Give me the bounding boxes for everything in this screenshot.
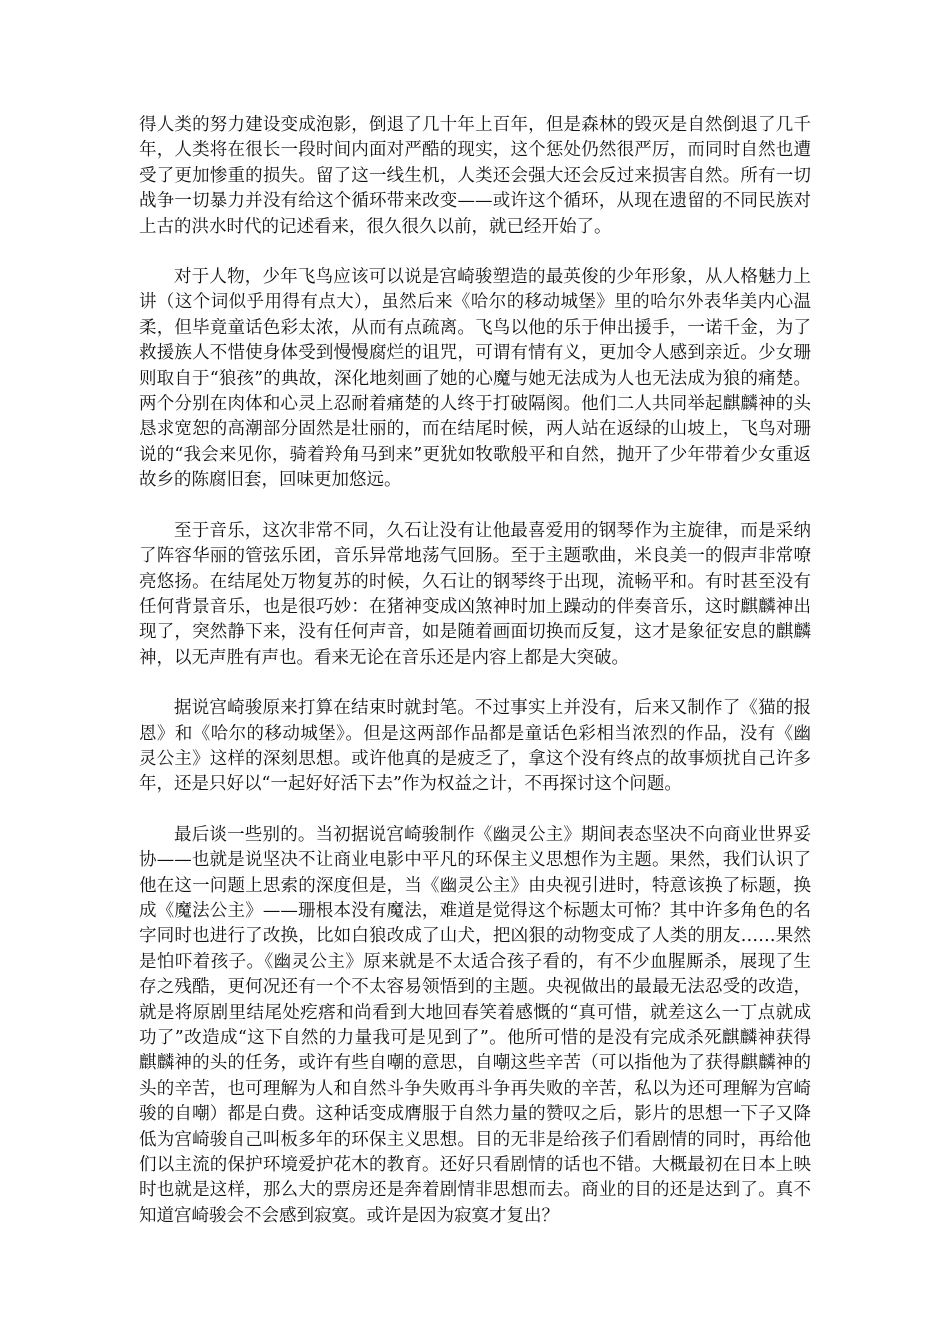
paragraph-3: 至于音乐，这次非常不同，久石让没有让他最喜爱用的钢琴作为主旋律，而是采纳了阵容华丽的管弦乐团，音乐异常地荡气回肠。至于主题歌曲，米良美一的假声非常嘹亮悠扬。在结尾处万物复苏的时候，久石让的钢琴终于出现，流畅平和。有时甚至没有任何背景音乐，也是很巧妙：在猪神变成凶煞神时加上躁动的伴奏音乐，这时麒麟神出现了，突然静下来，没有任何声音，如是随着画面切换而反复，这才是象征安息的麒麟神，以无声胜有声也。看来无论在音乐还是内容上都是大突破。 — [139, 520, 811, 668]
document-page — [139, 113, 811, 1254]
paragraph-1: 得人类的努力建设变成泡影，倒退了几十年上百年，但是森林的毁灭是自然倒退了几千年，人类将在很长一段时间内面对严酷的现实，这个惩处仍然很严厉，而同时自然也遭受了更加惨重的损失。留了这一线生机，人类还会强大还会反过来损害自然。所有一切战争一切暴力并没有给这个循环带来改变——或许这个循环，从现在遗留的不同民族对上古的洪水时代的记述看来，很久很久以前，就已经开始了。 — [139, 115, 811, 237]
paragraph-5: 最后谈一些别的。当初据说宫崎骏制作《幽灵公主》期间表态坚决不向商业世界妥协——也就是说坚决不让商业电影中平凡的环保主义思想作为主题。果然，我们认识了他在这一问题上思索的深度但是，当《幽灵公主》由央视引进时，特意该换了标题，换成《魔法公主》——珊根本没有魔法，难道是觉得这个标题太可怖？其中许多角色的名字同时也进行了改换，比如白狼改成了山犬，把凶狠的动物变成了人类的朋友……果然是怕吓着孩子。《幽灵公主》原来就是不太适合孩子看的，有不少血腥厮杀，展现了生存之残酷，更何况还有一个不太容易领悟到的主题。央视做出的最最无法忍受的改造，就是将原剧里结尾处疙瘩和尚看到大地回春笑着感慨的“真可惜，就差这么一丁点就成功了”改造成“这下自然的力量我可是见到了”。他所可惜的是没有完成杀死麒麟神获得麒麟神的头的任务，或许有些自嘲的意思，自嘲这些辛苦（可以指他为了获得麒麟神的头的辛苦，也可理解为人和自然斗争失败再斗争再失败的辛苦，私以为还可理解为宫崎骏的自嘲）都是白费。这种话变成膺服于自然力量的赞叹之后，影片的思想一下子又降低为宫崎骏自己叫板多年的环保主义思想。目的无非是给孩子们看剧情的同时，再给他们以主流的保护环境爱护花木的教育。还好只看剧情的话也不错。大概最初在日本上映时也就是这样，那么大的票房还是奔着剧情非思想而去。商业的目的还是达到了。真不知道宫崎骏会不会感到寂寞。或许是因为寂寞才复出？ — [139, 824, 811, 1226]
paragraph-4: 据说宫崎骏原来打算在结束时就封笔。不过事实上并没有，后来又制作了《猫的报恩》和《哈尔的移动城堡》。但是这两部作品都是童话色彩相当浓烈的作品，没有《幽灵公主》这样的深刻思想。或许他真的是疲乏了，拿这个没有终点的故事烦扰自己许多年，还是只好以“一起好好活下去”作为权益之计，不再探讨这个问题。 — [139, 698, 811, 795]
paragraph-2: 对于人物，少年飞鸟应该可以说是宫崎骏塑造的最英俊的少年形象，从人格魅力上讲（这个词似乎用得有点大），虽然后来《哈尔的移动城堡》里的哈尔外表华美内心温柔，但毕竟童话色彩太浓，从而有点疏离。飞鸟以他的乐于伸出援手，一诺千金，为了救援族人不惜使身体受到慢慢腐烂的诅咒，可谓有情有义，更加令人感到亲近。少女珊则取自于“狼孩”的典故，深化地刻画了她的心魔与她无法成为人也无法成为狼的痛楚。两个分别在肉体和心灵上忍耐着痛楚的人终于打破隔阂。他们二人共同举起麒麟神的头恳求宽恕的高潮部分固然是壮丽的，而在结尾时候，两人站在返绿的山坡上，飞鸟对珊说的“我会来见你，骑着羚角马到来”更犹如牧歌般平和自然，抛开了少年带着少女重返故乡的陈腐旧套，回味更加悠远。 — [139, 267, 811, 491]
